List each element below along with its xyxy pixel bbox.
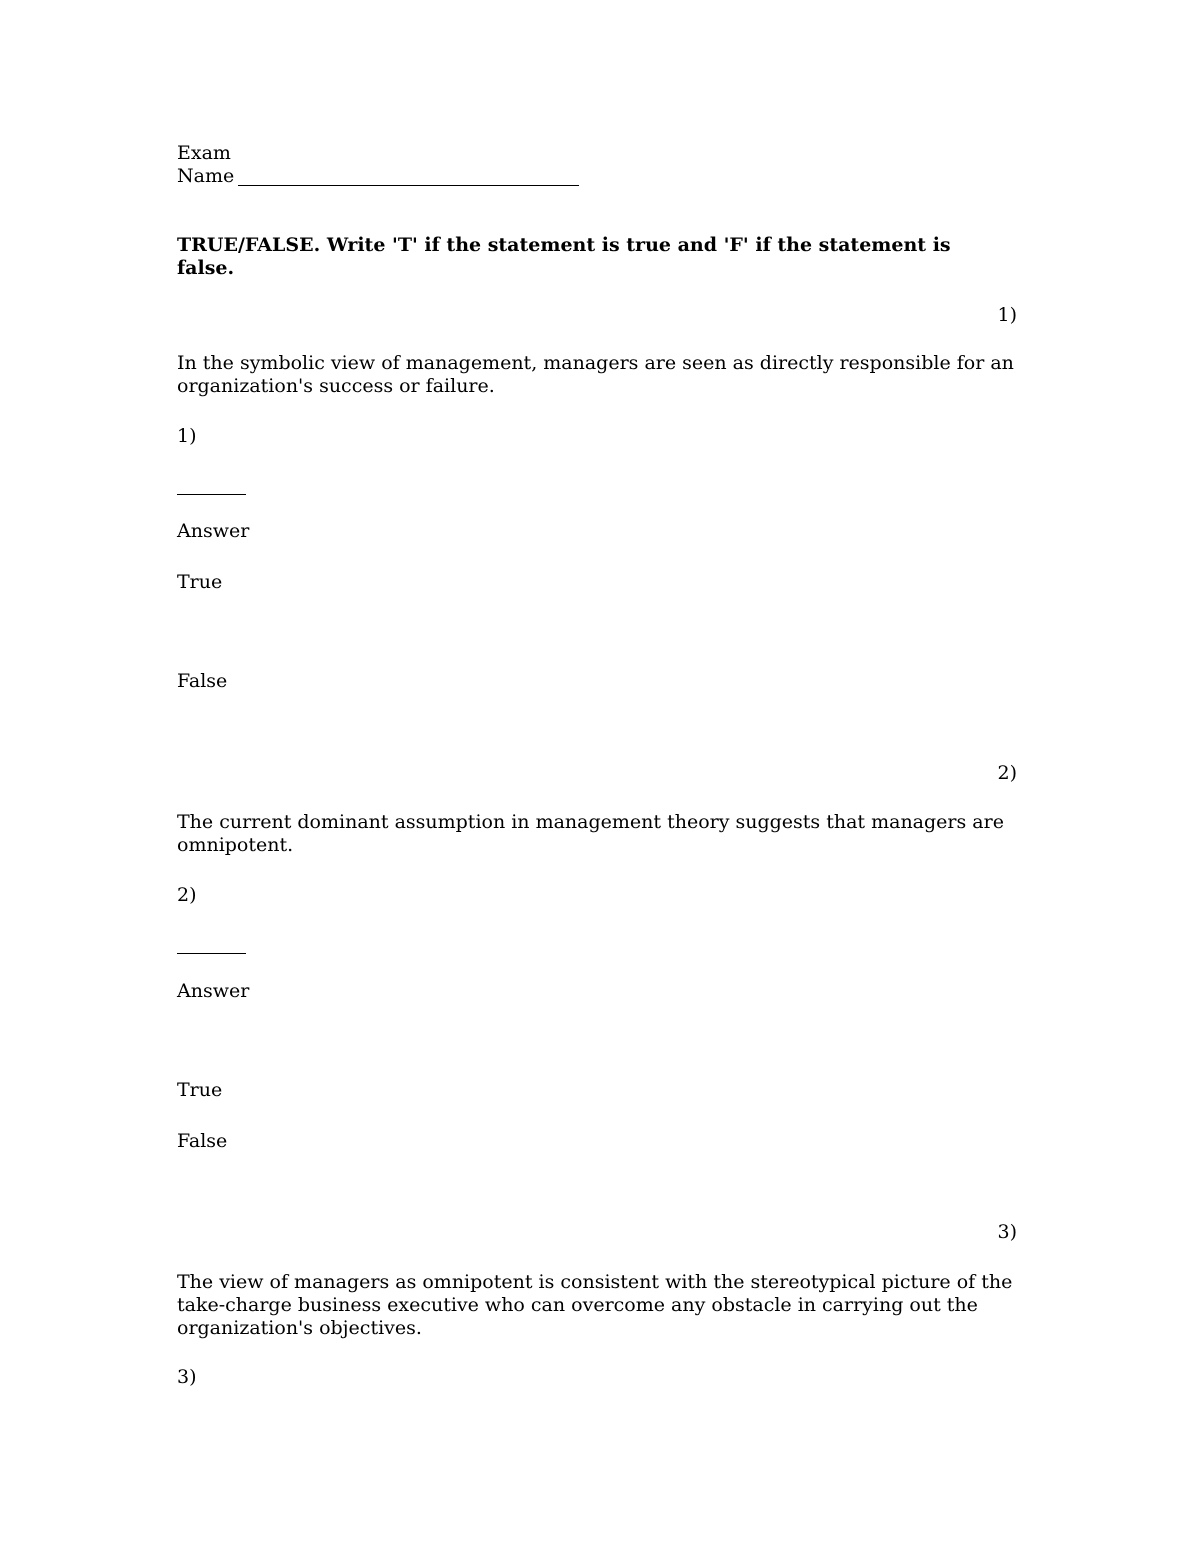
question-1-answer-blank[interactable] (177, 494, 246, 495)
question-2-answer-label: Answer (177, 980, 250, 1002)
question-2-number-left: 2) (177, 884, 197, 906)
question-2-option-false[interactable]: False (177, 1130, 228, 1152)
name-label: Name (177, 165, 235, 187)
section-instructions: TRUE/FALSE. Write 'T' if the statement is true and 'F' if the statement is false. (177, 234, 951, 279)
question-3-number-left: 3) (177, 1366, 197, 1388)
question-2-number-right: 2) (997, 762, 1017, 784)
question-2-option-true[interactable]: True (177, 1079, 223, 1101)
question-2-text: The current dominant assumption in management theory suggests that managers are omnipotent. (177, 811, 1004, 856)
name-input-line[interactable] (238, 185, 579, 186)
exam-title: Exam (177, 142, 231, 164)
question-1-answer-label: Answer (177, 520, 250, 542)
question-1-number-left: 1) (177, 425, 197, 447)
question-3-text: The view of managers as omnipotent is consistent with the stereotypical picture of the take-charge business executive who can overcome any obstacle in carrying out the organization's objectives. (177, 1271, 1013, 1339)
question-1-text: In the symbolic view of management, managers are seen as directly responsible for an organization's success or failure. (177, 352, 1014, 397)
question-1-option-false[interactable]: False (177, 670, 228, 692)
question-1-number-right: 1) (997, 304, 1017, 326)
question-1-option-true[interactable]: True (177, 571, 223, 593)
question-3-number-right: 3) (997, 1221, 1017, 1243)
question-2-answer-blank[interactable] (177, 953, 246, 954)
